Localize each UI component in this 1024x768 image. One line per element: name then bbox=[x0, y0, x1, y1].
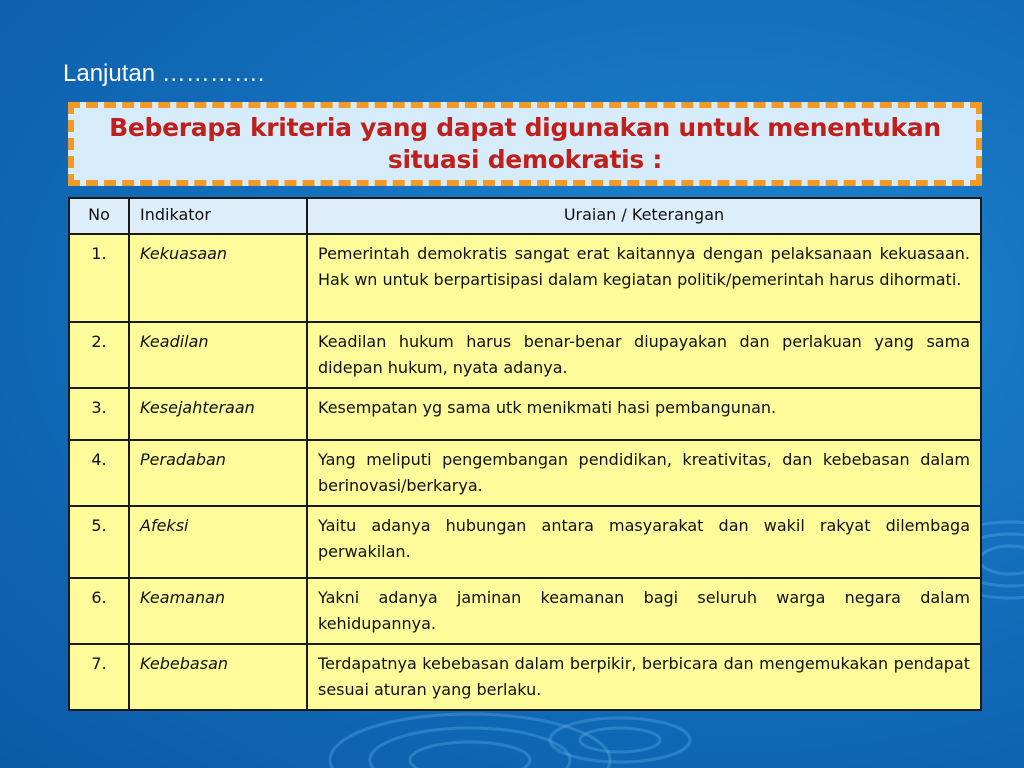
row-number: 1. bbox=[69, 234, 129, 322]
row-number: 5. bbox=[69, 506, 129, 578]
row-uraian: Yang meliputi pengembangan pendidikan, kreativitas, dan kebebasan dalam berinovasi/berkarya. bbox=[307, 440, 981, 506]
row-number: 3. bbox=[69, 388, 129, 440]
row-uraian: Keadilan hukum harus benar-benar diupayakan dan perlakuan yang sama didepan hukum, nyata adanya. bbox=[307, 322, 981, 388]
row-uraian: Kesempatan yg sama utk menikmati hasi pembangunan. bbox=[307, 388, 981, 440]
row-uraian: Yakni adanya jaminan keamanan bagi seluruh warga negara dalam kehidupannya. bbox=[307, 578, 981, 644]
row-uraian: Terdapatnya kebebasan dalam berpikir, berbicara dan mengemukakan pendapat sesuai aturan yang berlaku. bbox=[307, 644, 981, 710]
row-uraian: Pemerintah demokratis sangat erat kaitannya dengan pelaksanaan kekuasaan. Hak wn untuk berpartisipasi dalam kegiatan politik/pemerintah harus dihormati. bbox=[307, 234, 981, 322]
row-indikator: Kebebasan bbox=[129, 644, 307, 710]
table-row bbox=[69, 234, 981, 322]
row-uraian: Yaitu adanya hubungan antara masyarakat dan wakil rakyat dilembaga perwakilan. bbox=[307, 506, 981, 578]
header-no: No bbox=[69, 198, 129, 234]
table-row bbox=[69, 322, 981, 388]
row-number: 7. bbox=[69, 644, 129, 710]
header-indikator: Indikator bbox=[129, 198, 307, 234]
table-row bbox=[69, 578, 981, 644]
table-row bbox=[69, 440, 981, 506]
row-indikator: Afeksi bbox=[129, 506, 307, 578]
table-row bbox=[69, 506, 981, 578]
title-box bbox=[68, 102, 982, 186]
table-row bbox=[69, 644, 981, 710]
row-indikator: Keadilan bbox=[129, 322, 307, 388]
row-indikator: Kekuasaan bbox=[129, 234, 307, 322]
slide-title: Beberapa kriteria yang dapat digunakan untuk menentukan situasi demokratis : bbox=[109, 113, 941, 174]
row-indikator: Peradaban bbox=[129, 440, 307, 506]
criteria-table bbox=[68, 197, 982, 711]
row-indikator: Kesejahteraan bbox=[129, 388, 307, 440]
table-header-row bbox=[69, 198, 981, 234]
header-uraian: Uraian / Keterangan bbox=[307, 198, 981, 234]
row-number: 2. bbox=[69, 322, 129, 388]
row-number: 4. bbox=[69, 440, 129, 506]
row-indikator: Keamanan bbox=[129, 578, 307, 644]
table-row bbox=[69, 388, 981, 440]
slide-subtitle: Lanjutan …………. bbox=[63, 60, 265, 87]
row-number: 6. bbox=[69, 578, 129, 644]
